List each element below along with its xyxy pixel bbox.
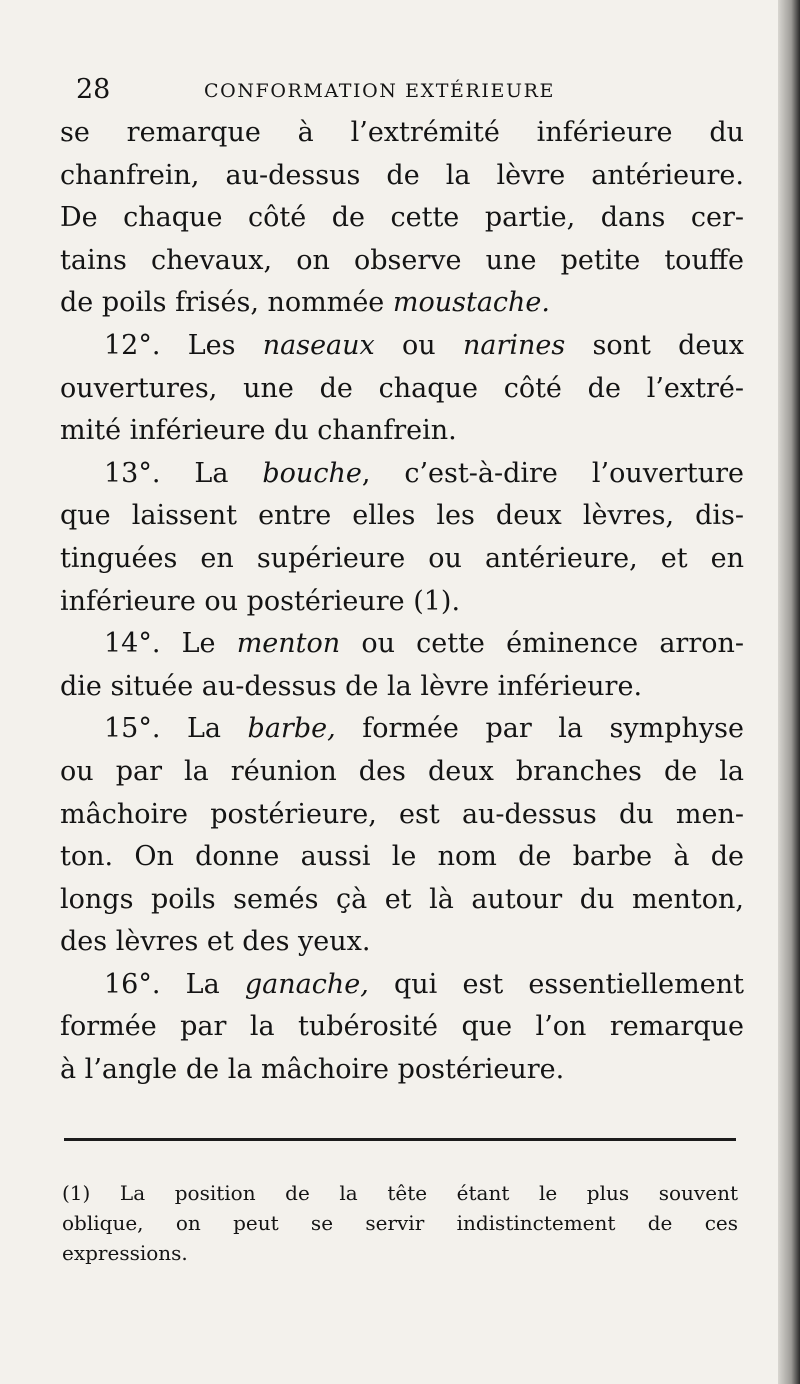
- text-run: tinguées en supérieure ou antérieure, et en: [60, 542, 744, 574]
- text-run: que laissent entre elles les deux lèvres, dis-: [60, 500, 744, 532]
- text-run: 13°. La: [104, 457, 263, 489]
- text-run: ou: [374, 329, 463, 361]
- text-run: ou par la réunion des deux branches de la: [60, 755, 744, 787]
- paragraph: [60, 112, 744, 325]
- text-line: [60, 879, 744, 922]
- italic-term: moustache.: [392, 287, 550, 319]
- text-line: [60, 410, 744, 453]
- text-line: [60, 240, 744, 283]
- text-run: longs poils semés çà et là autour du menton,: [60, 883, 744, 915]
- footnote-line: expressions.: [62, 1241, 188, 1265]
- text-run: De chaque côté de cette partie, dans cer-: [60, 202, 744, 234]
- paragraph: [60, 708, 744, 964]
- italic-term: naseaux: [262, 329, 375, 361]
- paragraph: [60, 325, 744, 453]
- paragraph: [60, 623, 744, 708]
- italic-term: bouche: [262, 457, 362, 489]
- text-run: ton. On donne aussi le nom de barbe à de: [60, 841, 744, 873]
- text-run: qui est essentiellement: [368, 968, 744, 1000]
- text-line: [60, 708, 744, 751]
- text-run: , c’est-à-dire l’ouverture: [361, 457, 744, 489]
- text-line: [60, 751, 744, 794]
- text-run: formée par la symphyse: [335, 713, 744, 745]
- paragraph: [60, 964, 744, 1092]
- text-line: [60, 666, 744, 709]
- paragraph: [60, 453, 744, 623]
- text-run: des lèvres et des yeux.: [60, 926, 371, 958]
- text-run: 16°. La: [104, 968, 245, 1000]
- text-run: mité inférieure du chanfrein.: [60, 415, 457, 447]
- text-line: [60, 623, 744, 666]
- text-line: [60, 1049, 744, 1092]
- footnote-line: oblique, on peut se servir indistinctement de ces: [62, 1211, 738, 1235]
- text-run: ouvertures, une de chaque côté de l’extré-: [60, 372, 744, 404]
- text-run: inférieure ou postérieure (1).: [60, 585, 461, 617]
- text-line: [60, 538, 744, 581]
- text-line: [60, 495, 744, 538]
- text-line: [60, 921, 744, 964]
- text-run: formée par la tubérosité que l’on remarque: [60, 1011, 744, 1043]
- text-run: 12°. Les: [104, 329, 263, 361]
- footnote-line: (1) La position de la tête étant le plus souvent: [62, 1181, 738, 1205]
- text-run: 15°. La: [104, 713, 248, 745]
- text-run: ou cette éminence arron-: [340, 628, 744, 660]
- text-line: [60, 836, 744, 879]
- footnote-rule: [64, 1138, 736, 1141]
- text-run: sont deux: [565, 329, 744, 361]
- text-run: 14°. Le: [104, 628, 237, 660]
- page-header: [76, 72, 736, 108]
- text-run: de poils frisés, nommée: [60, 287, 393, 319]
- text-line: [60, 282, 744, 325]
- page-edge-shadow: [778, 0, 800, 1384]
- text-line: [60, 964, 744, 1007]
- text-run: die située au-dessus de la lèvre inférieure.: [60, 670, 643, 702]
- body-text: [60, 112, 744, 1092]
- text-line: [60, 581, 744, 624]
- text-line: [60, 453, 744, 496]
- text-run: se remarque à l’extrémité inférieure du: [60, 117, 744, 148]
- text-run: à l’angle de la mâchoire postérieure.: [60, 1054, 565, 1086]
- text-run: mâchoire postérieure, est au-dessus du men-: [60, 798, 744, 830]
- text-line: [60, 368, 744, 411]
- italic-term: barbe,: [247, 713, 336, 745]
- text-line: [60, 794, 744, 837]
- italic-term: narines: [462, 329, 566, 361]
- text-line: [60, 155, 744, 198]
- text-line: [60, 197, 744, 240]
- running-title: CONFORMATION EXTÉRIEURE: [204, 80, 555, 102]
- italic-term: menton: [236, 628, 341, 660]
- italic-term: ganache,: [244, 968, 369, 1000]
- text-run: tains chevaux, on observe une petite touffe: [60, 244, 744, 276]
- page-number: 28: [76, 74, 111, 105]
- text-line: [60, 112, 744, 155]
- text-line: [60, 325, 744, 368]
- text-line: [60, 1006, 744, 1049]
- text-run: chanfrein, au-dessus de la lèvre antérieure.: [60, 159, 744, 191]
- footnote: [62, 1178, 738, 1268]
